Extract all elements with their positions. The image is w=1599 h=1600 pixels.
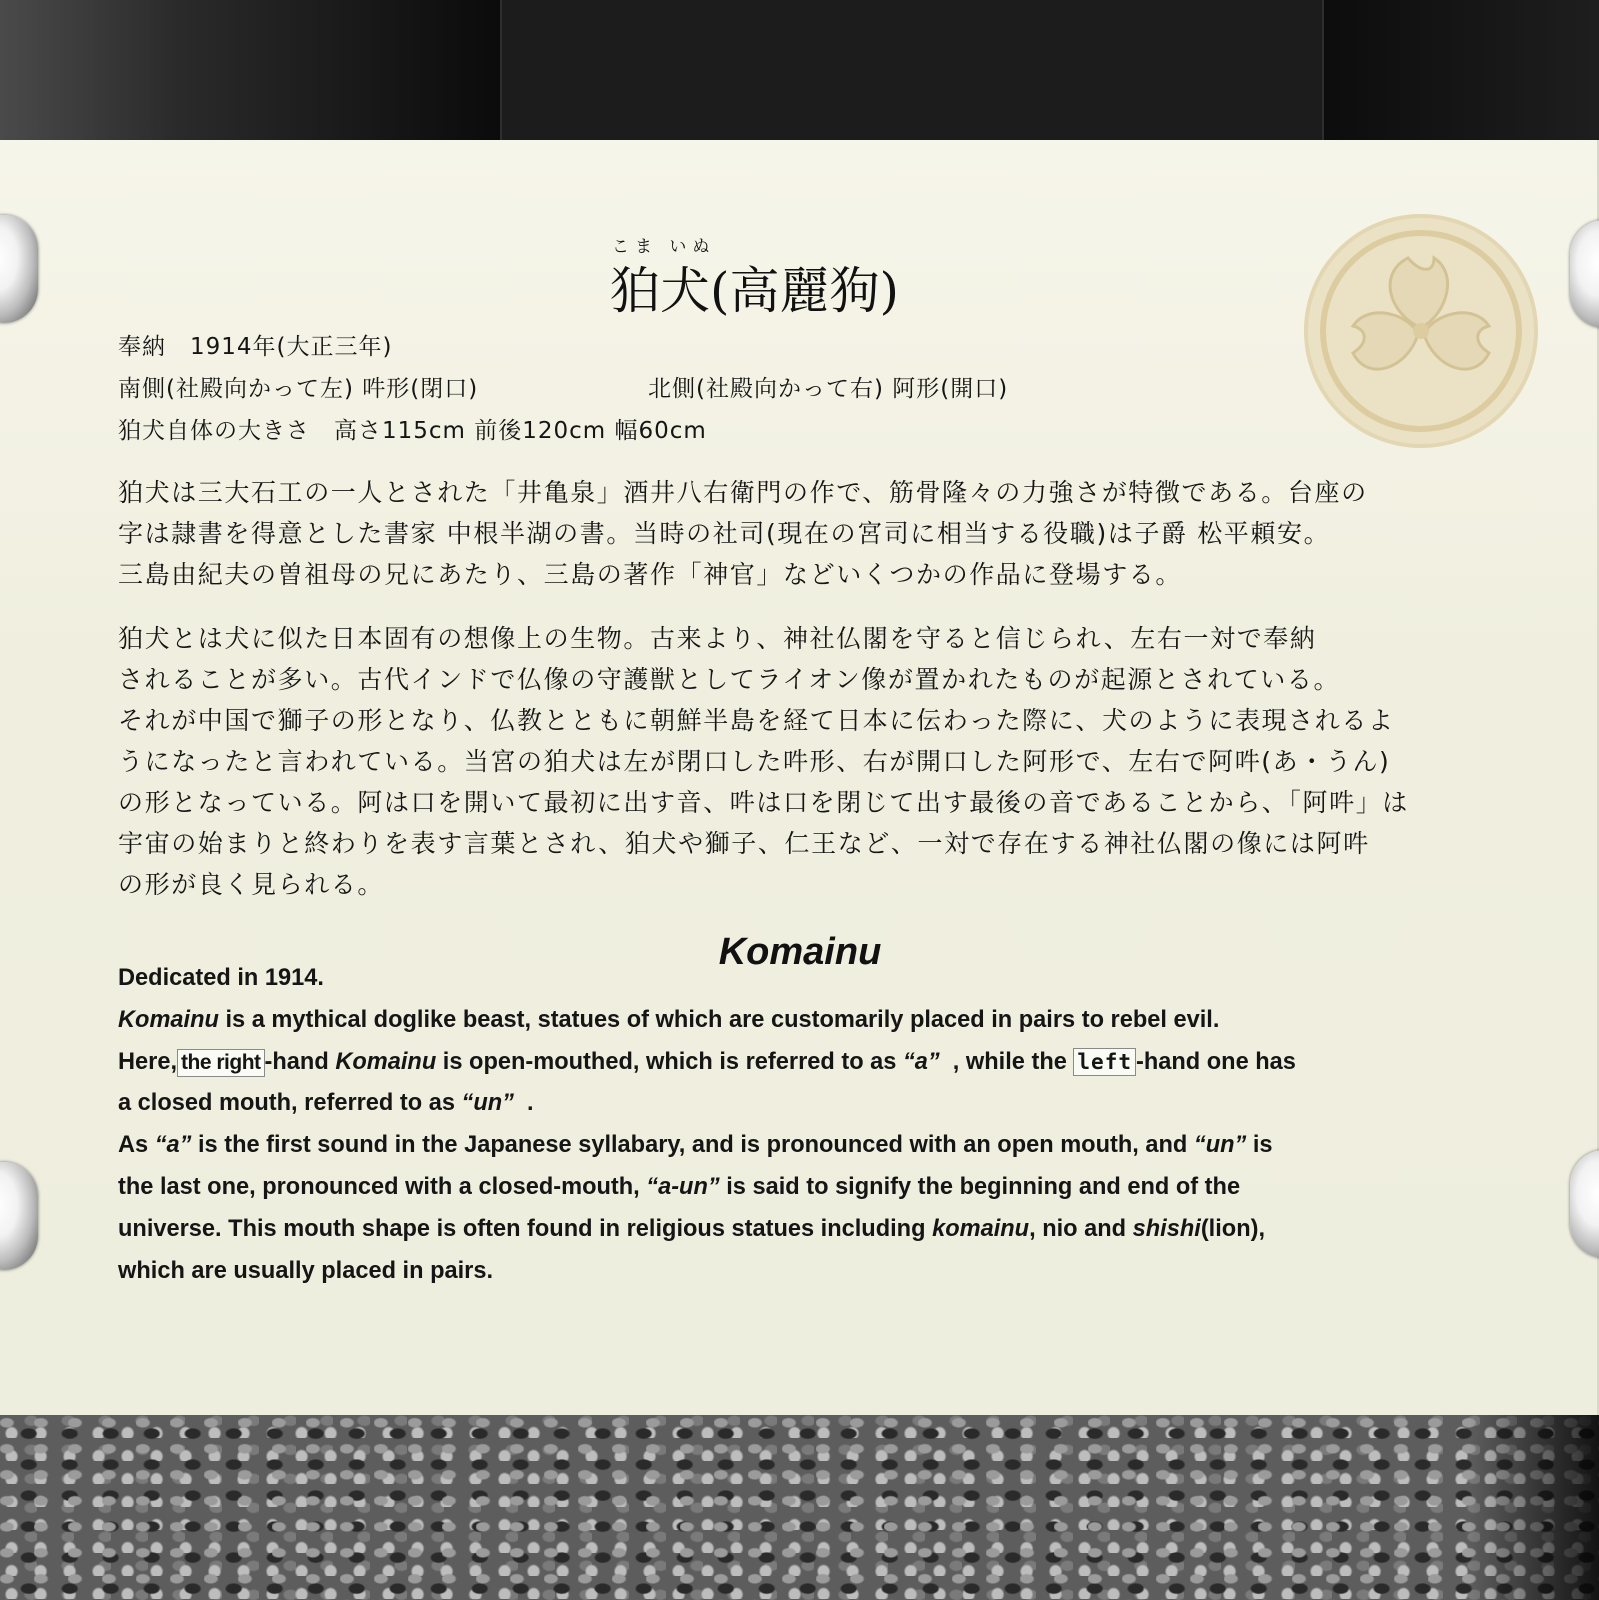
text-line (118, 1167, 1503, 1209)
emphasis: “a” (902, 1048, 940, 1075)
emphasis: Komainu (118, 1006, 219, 1033)
text-run: is a mythical doglike beast, statues of which are customarily placed in pairs to rebel evil. (218, 1006, 1220, 1033)
text-line (118, 1209, 1503, 1251)
info-south-statue: 南側(社殿向かって左) 吽形(閉口) (118, 376, 479, 402)
text-run: Here, (118, 1048, 178, 1075)
text-run: is said to signify the beginning and end of the (719, 1173, 1241, 1200)
mounting-bolt-top-right (1570, 220, 1599, 328)
mounting-bolt-bottom-right (1570, 1150, 1599, 1258)
text-run: is open-mouthed, which is referred to as (436, 1048, 903, 1075)
text-line: 宇宙の始まりと終わりを表す言葉とされ、狛犬や獅子、仁王など、一対で存在する神社仏閣の像には阿吽 (118, 829, 1370, 858)
pedestal-cap (500, 0, 1324, 140)
emphasis: Komainu (335, 1048, 437, 1075)
info-dimensions: 狛犬自体の大きさ 高さ115cm 前後120cm 幅60cm (118, 418, 707, 444)
emphasis: “un” (1193, 1132, 1247, 1159)
english-paragraph (118, 958, 1503, 1292)
text-line: うになったと言われている。当宮の狛犬は左が閉口した吽形、右が開口した阿形で、左右で阿吽(あ・うん) (118, 747, 1391, 776)
text-run: is (1246, 1132, 1273, 1159)
text-run: is the first sound in the Japanese syllabary, and is pronounced with an open mouth, and (191, 1132, 1194, 1159)
emphasis: “un” (461, 1090, 514, 1117)
text-line (118, 1042, 1503, 1084)
japanese-paragraph-2 (118, 618, 1498, 905)
title-furigana: こま いぬ (612, 237, 716, 257)
text-line: されることが多い。古代インドで仏像の守護獣としてライオン像が置かれたものが起源とされている。 (118, 665, 1341, 694)
text-line: 三島由紀夫の曽祖母の兄にあたり、三島の著作「神官」などいくつかの作品に登場する。 (118, 560, 1183, 589)
text-line: の形となっている。阿は口を開いて最初に出す音、吽は口を閉じて出す最後の音であることから、「阿吽」は (118, 788, 1409, 817)
text-line: それが中国で獅子の形となり、仏教とともに朝鮮半島を経て日本に伝わった際に、犬のように表現されるよ (118, 706, 1395, 735)
text-run: , nio and (1029, 1215, 1133, 1242)
stone-pedestal-background (0, 0, 1599, 140)
text-run: (lion), (1200, 1215, 1266, 1242)
text-run: -hand one has (1135, 1048, 1296, 1075)
emphasis: “a” (154, 1132, 192, 1159)
text-run: the last one, pronounced with a closed-mouth, (118, 1173, 647, 1200)
emphasis: “a-un” (646, 1173, 720, 1200)
text-run: As (118, 1132, 155, 1159)
mounting-bolt-bottom-left (0, 1162, 38, 1270)
correction-label-left: left (1073, 1048, 1136, 1076)
mounting-bolt-top-left (0, 215, 38, 323)
page-title: 狛犬(高麗狗) (610, 262, 900, 320)
japanese-paragraph-1 (118, 472, 1498, 595)
emphasis: shishi (1132, 1215, 1201, 1242)
text-run: . (513, 1090, 534, 1117)
text-run: -hand (264, 1048, 336, 1075)
text-line (118, 1083, 1503, 1125)
text-run: universe. This mouth shape is often found in religious statues including (118, 1215, 933, 1242)
aoi-crest-emblem (1304, 214, 1538, 448)
text-run: a closed mouth, referred to as (118, 1090, 462, 1117)
text-line: 狛犬は三大石工の一人とされた「井亀泉」酒井八右衛門の作で、筋骨隆々の力強さが特徴である。台座の (118, 478, 1368, 507)
english-title: Komainu (718, 931, 882, 973)
correction-label-right: the right (177, 1049, 265, 1077)
text-run: , while the (939, 1048, 1074, 1075)
aoi-crest-icon (1308, 218, 1534, 444)
text-line: 狛犬とは犬に似た日本固有の想像上の生物。古来より、神社仏閣を守ると信じられ、左右一対で奉納 (118, 624, 1317, 653)
gravel-ground (0, 1415, 1599, 1600)
text-line: 字は隷書を得意とした書家 中根半湖の書。当時の社司(現在の宮司に相当する役職)は子爵 松平頼安。 (118, 519, 1331, 548)
text-line: Dedicated in 1914. (118, 965, 324, 991)
text-line: which are usually placed in pairs. (118, 1257, 494, 1284)
gravel-shadow (1469, 1415, 1599, 1600)
emphasis: komainu (932, 1215, 1030, 1242)
info-north-statue: 北側(社殿向かって右) 阿形(開口) (648, 376, 1009, 402)
text-line: の形が良く見られる。 (118, 870, 385, 899)
text-line (118, 1000, 1503, 1042)
text-line (118, 1125, 1503, 1167)
info-dedication: 奉納 1914年(大正三年) (118, 334, 393, 360)
